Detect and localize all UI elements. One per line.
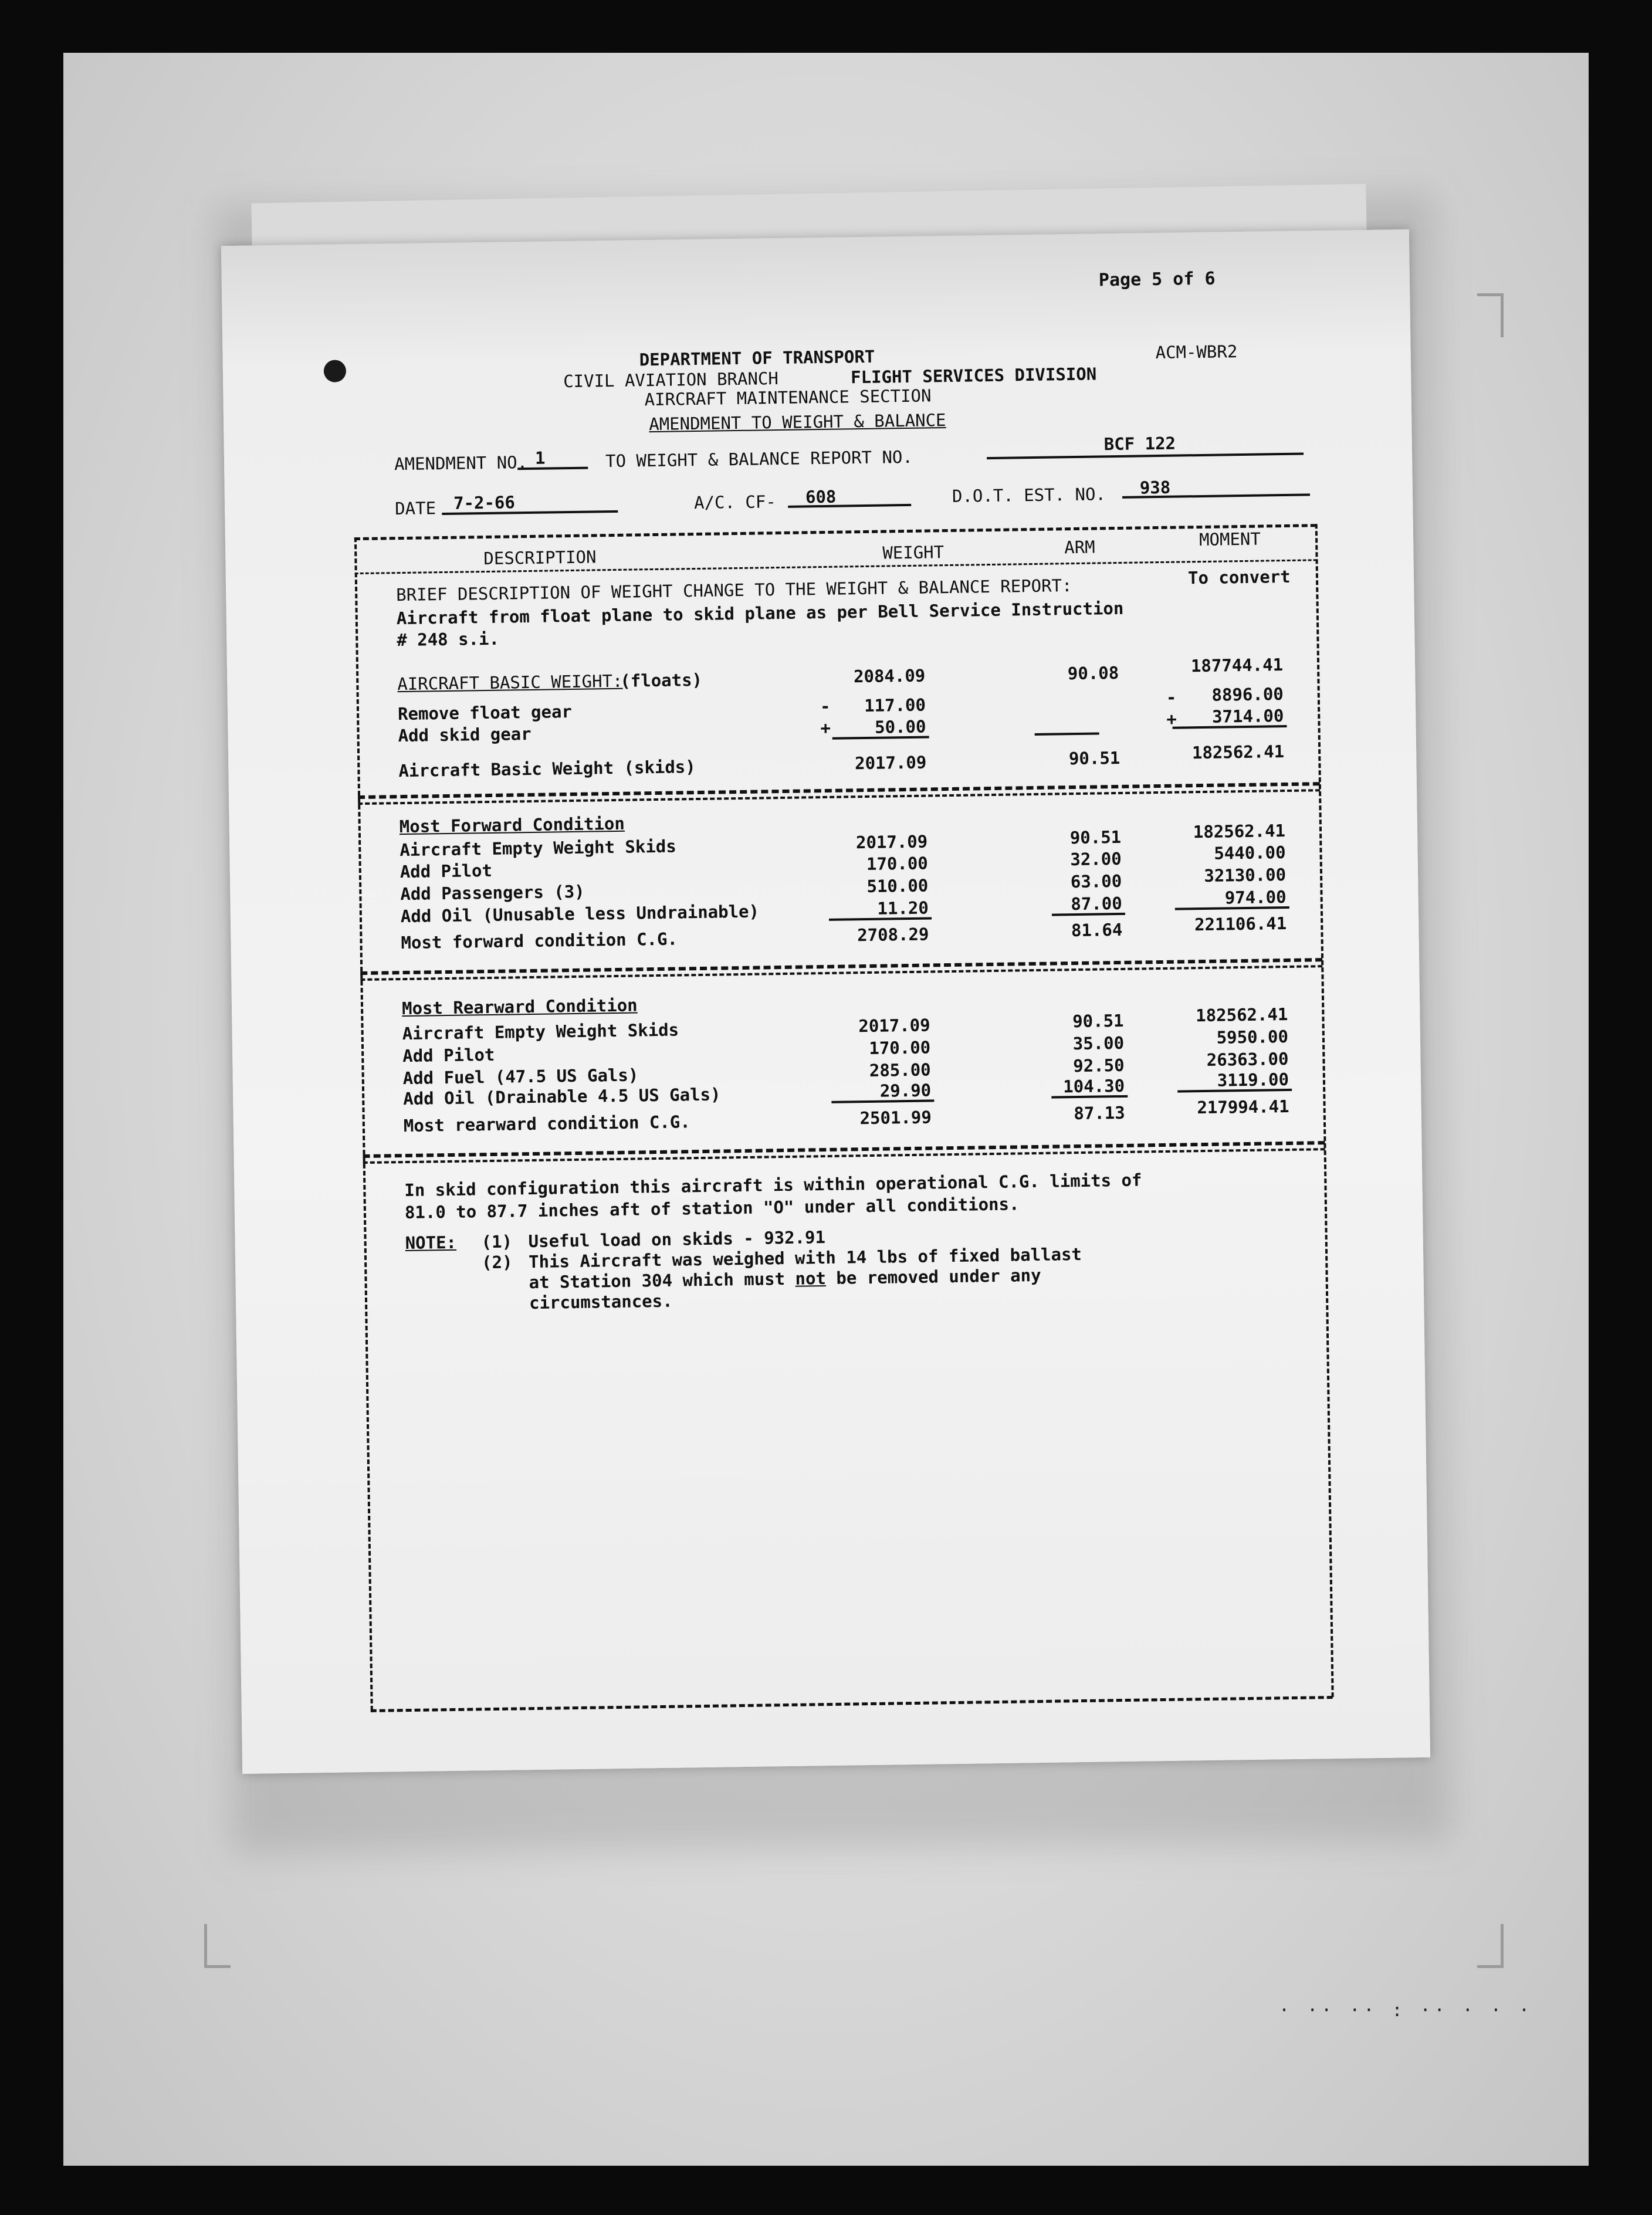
rearward-row-1-arm: 90.51: [1072, 1010, 1124, 1032]
forward-row-1-weight: 2017.09: [855, 831, 928, 853]
forward-row-4-arm-underline: [1052, 913, 1125, 916]
forward-row-1-moment: 182562.41: [1193, 821, 1286, 842]
brief-text-line3: # 248 s.i.: [397, 628, 500, 651]
corner-bracket-bottom-right: [1477, 1924, 1504, 1968]
table-left-border: [354, 537, 373, 1711]
column-header-description: DESCRIPTION: [483, 547, 597, 569]
forward-row-4-weight: 11.20: [877, 897, 929, 919]
rearward-row-1-moment: 182562.41: [1196, 1004, 1288, 1026]
note-2-line-2-end: be removed under any: [825, 1265, 1041, 1289]
forward-row-2-weight: 170.00: [866, 853, 928, 875]
forward-row-4-moment: 974.00: [1224, 887, 1287, 908]
est-label: D.O.T. EST. NO.: [952, 484, 1106, 506]
department-title: DEPARTMENT OF TRANSPORT: [639, 346, 875, 370]
note-label: NOTE:: [405, 1232, 457, 1254]
forward-row-3-moment: 32130.00: [1204, 865, 1287, 886]
brief-text-line1: To convert: [1187, 566, 1291, 588]
basic-row-1-moment: 187744.41: [1190, 655, 1284, 676]
forward-row-4-arm: 87.00: [1071, 893, 1122, 915]
rearward-row-3-weight: 285.00: [869, 1059, 931, 1081]
forward-row-3-weight: 510.00: [866, 875, 929, 897]
forward-row-2-desc: Add Pilot: [400, 860, 493, 882]
branch-title: CIVIL AVIATION BRANCH: [563, 368, 779, 392]
note-2-line-2-start: at Station 304 which must: [529, 1268, 795, 1293]
forward-row-5-weight: 2708.29: [857, 924, 929, 946]
basic-row-2-weight: 117.00: [864, 695, 926, 716]
amendment-number: 1: [534, 448, 546, 468]
scanner-marks: · ·· ·· : ·· · · ·: [1279, 2000, 1533, 2021]
rearward-row-2-moment: 5950.00: [1216, 1026, 1289, 1048]
rearward-row-5-arm: 87.13: [1074, 1102, 1125, 1124]
table-bottom-border: [371, 1696, 1333, 1712]
basic-row-1-arm: 90.08: [1067, 662, 1119, 684]
rearward-row-2-arm: 35.00: [1072, 1032, 1125, 1054]
table-top-border: [354, 524, 1316, 540]
basic-row-4-desc: Aircraft Basic Weight (skids): [398, 757, 696, 781]
remarks-line-1: In skid configuration this aircraft is within operational C.G. limits of: [404, 1170, 1142, 1201]
forward-row-5-desc: Most forward condition C.G.: [401, 929, 678, 953]
basic-row-4-weight: 2017.09: [854, 752, 927, 774]
section-title: AIRCRAFT MAINTENANCE SECTION: [644, 385, 932, 410]
rearward-row-4-desc: Add Oil (Drainable 4.5 US Gals): [403, 1084, 721, 1109]
column-header-weight: WEIGHT: [882, 542, 945, 563]
rearward-title: Most Rearward Condition: [401, 995, 638, 1019]
brief-text-line2: Aircraft from float plane to skid plane as per Bell Service Instruction: [396, 598, 1124, 629]
basic-row-4-moment: 182562.41: [1191, 741, 1285, 763]
date-label: DATE: [394, 498, 436, 519]
note-2-line-1: This Aircraft was weighed with 14 lbs of fixed ballast: [528, 1244, 1082, 1272]
remarks-line-2: 81.0 to 87.7 inches aft of station "O" under all conditions.: [404, 1194, 1020, 1223]
basic-row-3-weight: 50.00: [874, 716, 926, 737]
forward-row-3-arm: 63.00: [1070, 871, 1122, 892]
rearward-row-2-weight: 170.00: [869, 1037, 931, 1058]
basic-row-3-arm-blank: [1035, 732, 1099, 736]
rearward-row-4-arm: 104.30: [1063, 1075, 1125, 1097]
punch-hole: [324, 360, 347, 382]
rearward-row-3-moment: 26363.00: [1206, 1048, 1289, 1070]
document-sheet: [221, 229, 1430, 1774]
note-1-number: (1): [481, 1231, 513, 1252]
rearward-row-2-desc: Add Pilot: [402, 1044, 495, 1066]
corner-bracket-bottom-left: [204, 1924, 231, 1968]
basic-row-1-desc-suffix: (floats): [620, 669, 703, 691]
forward-row-2-arm: 32.00: [1070, 848, 1122, 870]
rearward-row-5-weight: 2501.99: [859, 1107, 932, 1129]
forward-row-5-arm: 81.64: [1071, 919, 1123, 941]
report-number: BCF 122: [1103, 433, 1176, 455]
amendment-underline: [517, 467, 588, 470]
note-1-text: Useful load on skids - 932.91: [528, 1227, 826, 1252]
rearward-row-5-moment: 217994.41: [1197, 1096, 1289, 1118]
basic-row-1-weight: 2084.09: [853, 665, 926, 687]
basic-row-3-sign-moment: +: [1166, 709, 1177, 729]
rearward-row-4-arm-underline: [1051, 1095, 1128, 1099]
basic-row-2-desc: Remove float gear: [397, 701, 573, 724]
basic-row-3-desc: Add skid gear: [398, 723, 532, 746]
basic-row-3-sign-weight: +: [820, 717, 831, 739]
note-2-number: (2): [481, 1252, 513, 1273]
note-2-not-emphasis: not: [795, 1268, 827, 1289]
forward-row-3-desc: Add Passengers (3): [400, 881, 585, 905]
basic-row-4-arm: 90.51: [1068, 747, 1120, 769]
basic-row-1-desc: AIRCRAFT BASIC WEIGHT:: [397, 670, 623, 695]
column-header-arm: ARM: [1064, 537, 1095, 558]
forward-row-4-desc: Add Oil (Unusable less Undrainable): [400, 901, 760, 927]
forward-row-1-desc: Aircraft Empty Weight Skids: [400, 836, 676, 861]
rearward-row-1-weight: 2017.09: [858, 1015, 930, 1037]
forward-row-2-moment: 5440.00: [1214, 842, 1286, 863]
rearward-row-4-moment: 3119.00: [1217, 1069, 1289, 1090]
rearward-row-1-desc: Aircraft Empty Weight Skids: [402, 1020, 679, 1044]
table-right-border: [1315, 524, 1334, 1697]
rearward-row-3-desc: Add Fuel (47.5 US Gals): [402, 1065, 639, 1089]
form-title: AMENDMENT TO WEIGHT & BALANCE: [648, 410, 946, 435]
rearward-row-5-desc: Most rearward condition C.G.: [403, 1112, 690, 1136]
corner-bracket-top-right: [1477, 293, 1504, 337]
rearward-row-3-arm: 92.50: [1073, 1055, 1125, 1076]
ac-registration: 608: [805, 486, 837, 507]
basic-row-2-sign-moment: -: [1166, 687, 1177, 707]
forward-title: Most Forward Condition: [399, 813, 625, 837]
basic-row-3-moment: 3714.00: [1211, 706, 1284, 727]
rearward-row-4-weight: 29.90: [879, 1080, 932, 1101]
column-header-moment: MOMENT: [1199, 529, 1261, 550]
est-number: 938: [1139, 477, 1171, 498]
ac-label: A/C. CF-: [693, 492, 777, 513]
report-label: TO WEIGHT & BALANCE REPORT NO.: [605, 446, 913, 472]
amendment-label: AMENDMENT NO.: [394, 452, 528, 475]
note-2-line-3: circumstances.: [529, 1291, 673, 1313]
brief-label: BRIEF DESCRIPTION OF WEIGHT CHANGE TO THE WEIGHT & BALANCE REPORT:: [396, 575, 1072, 605]
basic-row-2-sign-weight: -: [820, 696, 831, 717]
division-title: FLIGHT SERVICES DIVISION: [850, 364, 1097, 388]
form-code: ACM-WBR2: [1155, 341, 1238, 363]
basic-row-2-moment: 8896.00: [1211, 684, 1284, 705]
forward-row-5-moment: 221106.41: [1194, 913, 1287, 935]
page-label: Page 5 of 6: [1098, 268, 1216, 291]
date-value: 7-2-66: [453, 492, 516, 513]
forward-row-1-arm: 90.51: [1069, 827, 1122, 848]
